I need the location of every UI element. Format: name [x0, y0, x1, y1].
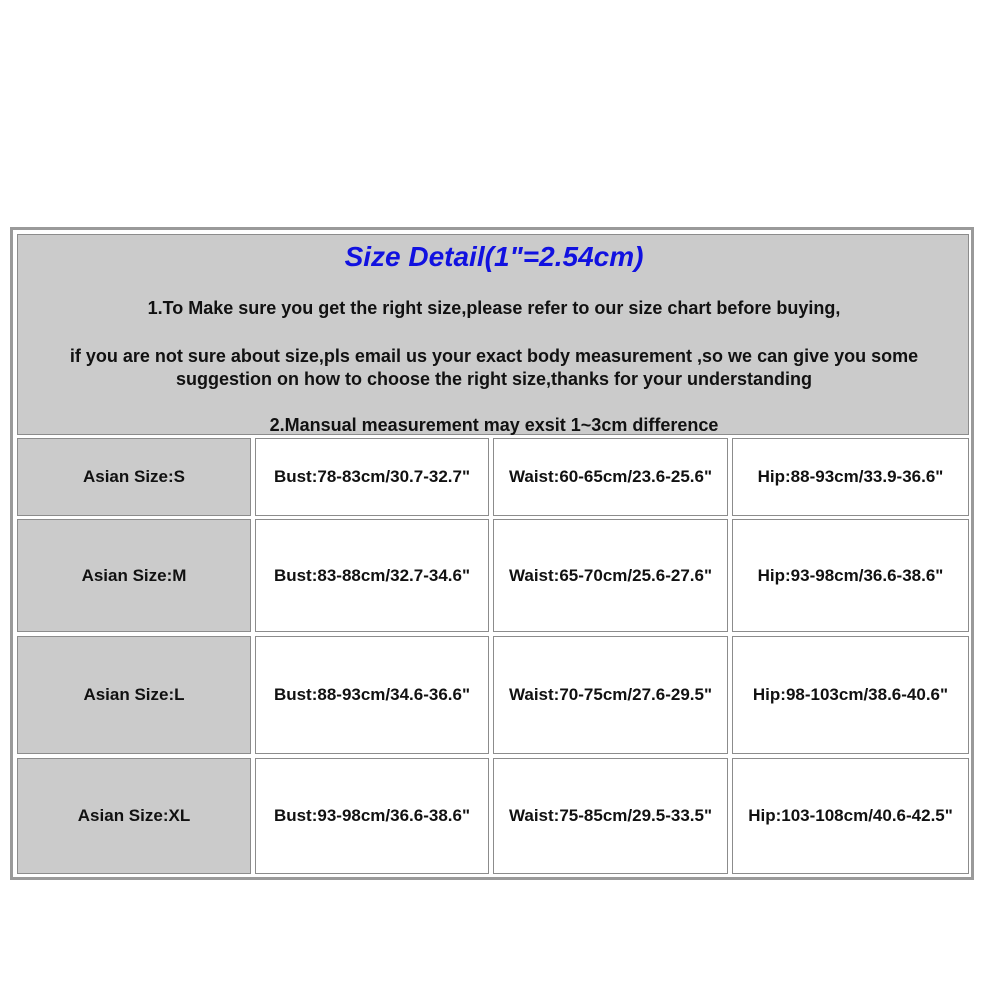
waist-cell: Waist:70-75cm/27.6-29.5": [493, 636, 728, 754]
bust-cell: Bust:88-93cm/34.6-36.6": [255, 636, 489, 754]
size-chart-table: [10, 227, 974, 880]
waist-cell: Waist:60-65cm/23.6-25.6": [493, 438, 728, 516]
size-note-1: 1.To Make sure you get the right size,please refer to our size chart before buying,: [147, 298, 841, 318]
size-chart-title: Size Detail(1"=2.54cm): [344, 241, 644, 272]
hip-cell: Hip:98-103cm/38.6-40.6": [732, 636, 969, 754]
size-label-cell: Asian Size:L: [17, 636, 251, 754]
bust-cell: Bust:83-88cm/32.7-34.6": [255, 519, 489, 632]
size-label-cell: Asian Size:M: [17, 519, 251, 632]
size-note-2: if you are not sure about size,pls email us your exact body measurement ,so we can give you some suggestion on how to choose the right size,thanks for your understanding: [69, 346, 919, 389]
size-note-3: 2.Mansual measurement may exsit 1~3cm difference: [269, 415, 719, 435]
bust-cell: Bust:93-98cm/36.6-38.6": [255, 758, 489, 874]
hip-cell: Hip:103-108cm/40.6-42.5": [732, 758, 969, 874]
hip-cell: Hip:88-93cm/33.9-36.6": [732, 438, 969, 516]
waist-cell: Waist:65-70cm/25.6-27.6": [493, 519, 728, 632]
waist-cell: Waist:75-85cm/29.5-33.5": [493, 758, 728, 874]
size-label-cell: Asian Size:S: [17, 438, 251, 516]
size-chart-header: [17, 234, 969, 435]
size-label-cell: Asian Size:XL: [17, 758, 251, 874]
bust-cell: Bust:78-83cm/30.7-32.7": [255, 438, 489, 516]
hip-cell: Hip:93-98cm/36.6-38.6": [732, 519, 969, 632]
